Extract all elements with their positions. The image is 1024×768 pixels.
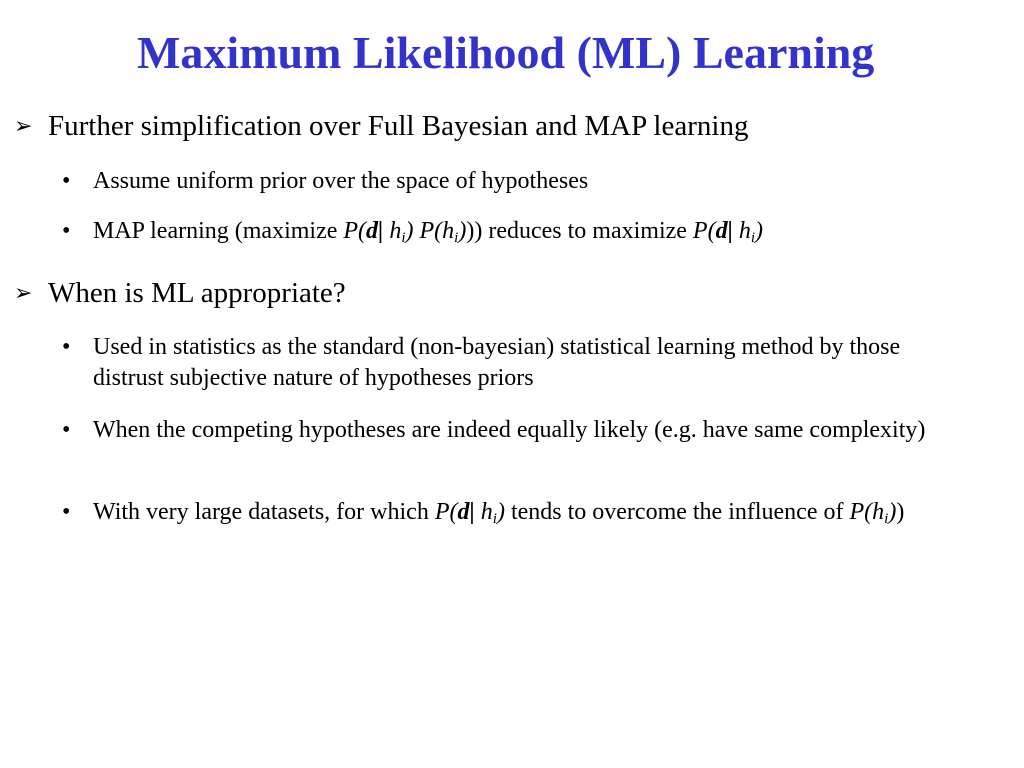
- text-close-paren: ): [466, 218, 475, 244]
- math-h: h: [480, 499, 493, 525]
- math-p-open: P(: [434, 499, 458, 525]
- section2-bullet1: [62, 332, 962, 394]
- math-d: d: [457, 499, 470, 525]
- math-h: h: [738, 218, 751, 244]
- section2-bullet3-text: [93, 497, 962, 528]
- section2-heading-text: When is ML appropriate?: [48, 277, 346, 309]
- formula-likelihood: [435, 499, 505, 525]
- bullet-dot-icon: •: [62, 334, 71, 360]
- math-p-open: P(: [343, 218, 367, 244]
- section1-bullet2: [62, 216, 962, 247]
- math-close: ): [496, 499, 505, 525]
- math-close: ): [405, 218, 414, 244]
- math-bar: |: [727, 218, 739, 244]
- formula-likelihood: [693, 218, 763, 244]
- math-bar: |: [469, 499, 481, 525]
- math-bar: |: [378, 218, 390, 244]
- math-d: d: [366, 218, 379, 244]
- text-fragment: MAP learning (maximize: [93, 218, 344, 244]
- section1-bullet1: [62, 166, 962, 197]
- section1-bullet1-text: Assume uniform prior over the space of hypotheses: [93, 168, 589, 194]
- section2-bullet2: [62, 415, 962, 446]
- arrow-bullet-icon: ➢: [14, 280, 33, 305]
- math-d: d: [715, 218, 728, 244]
- section2-bullet1-text: Used in statistics as the standard (non-bayesian) statistical learning method by those distrust subjective nature of hypotheses priors: [93, 334, 901, 391]
- section2-heading: [14, 276, 346, 310]
- section1-heading: [14, 109, 748, 143]
- math-subscript-i: i: [401, 230, 406, 246]
- section1-bullet2-text: [93, 216, 962, 247]
- math-h: h: [389, 218, 402, 244]
- bullet-dot-icon: •: [62, 168, 71, 194]
- math-p-open: P(: [692, 218, 716, 244]
- text-fragment: tends to overcome the influence of: [504, 499, 850, 525]
- bullet-dot-icon: •: [62, 417, 71, 443]
- math-close: ): [888, 499, 897, 525]
- bullet-dot-icon: •: [62, 499, 71, 525]
- math-p-h-open: P(h: [849, 499, 885, 525]
- math-subscript-i: i: [492, 511, 497, 527]
- section1-heading-text: Further simplification over Full Bayesian and MAP learning: [48, 110, 749, 142]
- math-subscript-i: i: [454, 230, 459, 246]
- math-subscript-i: i: [750, 230, 756, 246]
- text-fragment: ) reduces to maximize: [474, 218, 693, 244]
- bullet-dot-icon: •: [62, 218, 71, 244]
- text-fragment: With very large datasets, for which: [93, 499, 435, 525]
- formula-likelihood-times-prior: [343, 218, 466, 244]
- slide-title: Maximum Likelihood (ML) Learning: [137, 27, 875, 78]
- formula-prior: [849, 499, 896, 525]
- math-close: ): [755, 218, 764, 244]
- section2-bullet3: [62, 497, 962, 528]
- math-subscript-i: i: [884, 511, 889, 527]
- text-fragment: ): [896, 499, 905, 525]
- arrow-bullet-icon: ➢: [14, 113, 33, 138]
- section2-bullet2-text: When the competing hypotheses are indeed equally likely (e.g. have same complexity): [93, 417, 926, 443]
- math-p-h-open: P(h: [419, 218, 455, 244]
- math-close: ): [458, 218, 467, 244]
